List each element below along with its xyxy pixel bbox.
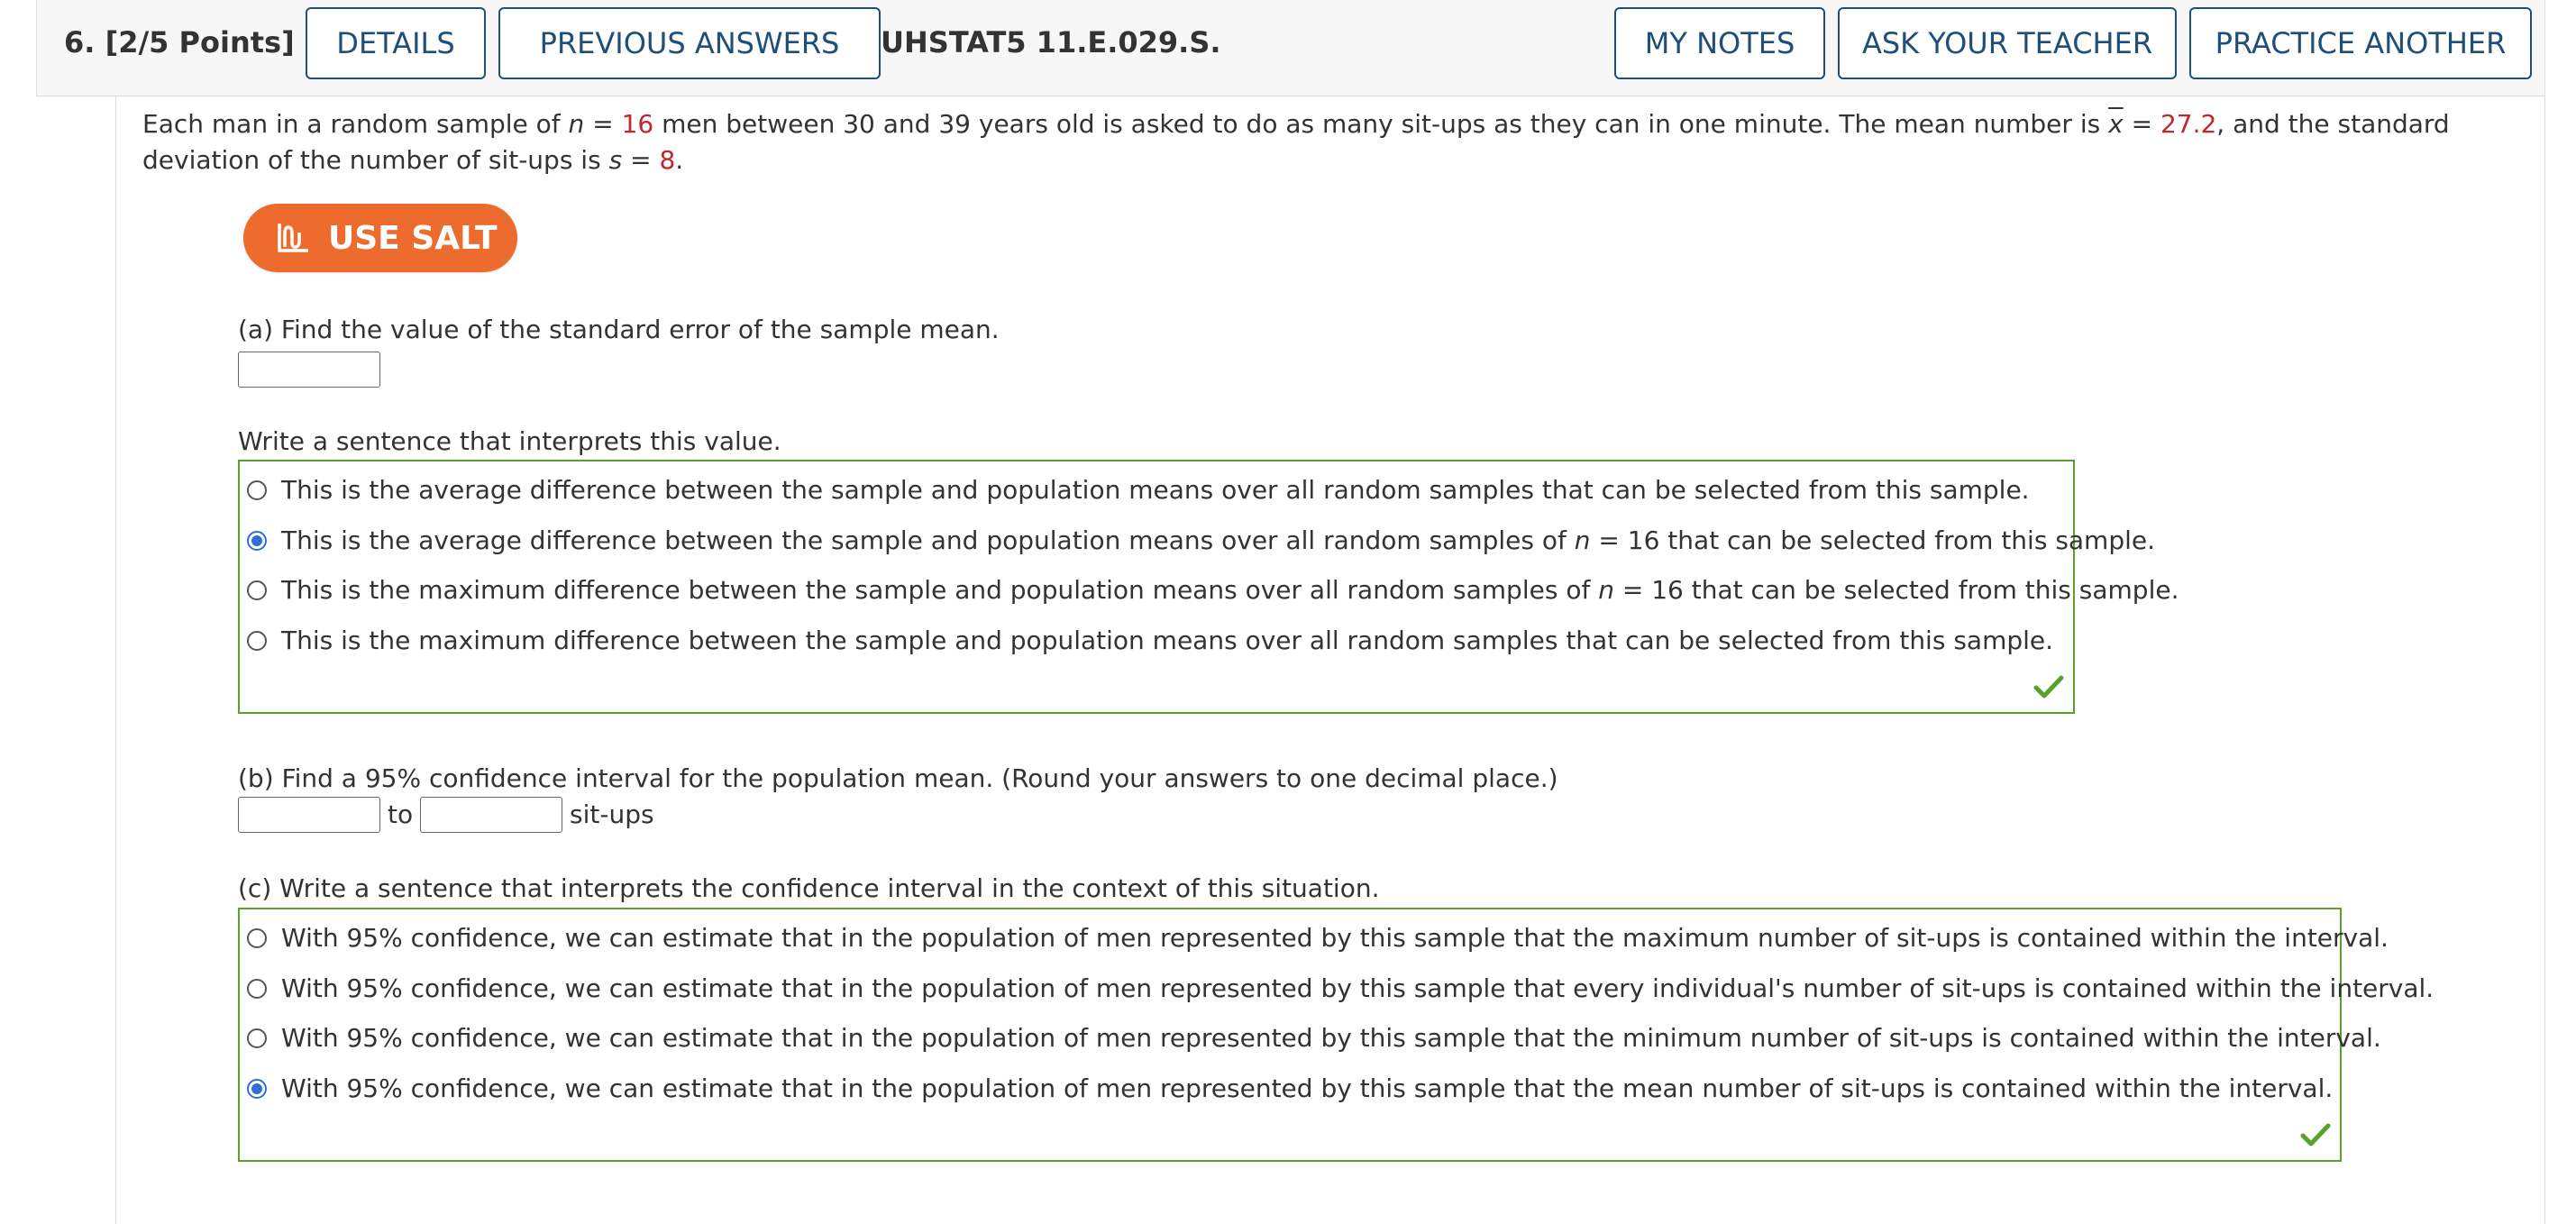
option-text: With 95% confidence, we can estimate that in the population of men represented by this sample that the mean number of sit-ups is contained within the interval. <box>281 1073 2334 1103</box>
problem-statement <box>142 106 2513 178</box>
question-number: 6. <box>64 25 96 59</box>
part-a-option-2[interactable] <box>247 525 2155 557</box>
sample-size-value: 16 <box>621 109 654 139</box>
question-header <box>36 0 2545 96</box>
equals-sign: = <box>584 109 622 139</box>
problem-text: . <box>675 145 684 175</box>
option-text: This is the maximum difference between the sample and population means over all random samples of n = 16 that can be selected from this sample. <box>281 575 2179 605</box>
std-dev-value: 8 <box>659 145 676 175</box>
radio-button-selected[interactable] <box>247 531 267 551</box>
interpret-prompt: Write a sentence that interprets this value. <box>238 426 781 456</box>
standard-error-input[interactable] <box>238 352 380 388</box>
question-points: [2/5 Points] <box>105 25 295 59</box>
use-salt-label: USE SALT <box>328 219 498 257</box>
practice-another-button[interactable]: PRACTICE ANOTHER <box>2189 7 2532 79</box>
radio-button[interactable] <box>247 979 267 999</box>
ask-your-teacher-button[interactable]: ASK YOUR TEACHER <box>1838 7 2177 79</box>
option-text: This is the average difference between the sample and population means over all random samples that can be selected from this sample. <box>281 475 2030 505</box>
n-variable: n <box>568 109 585 139</box>
part-a-option-1[interactable] <box>247 474 2030 507</box>
radio-button[interactable] <box>247 480 267 500</box>
ci-lower-input[interactable] <box>238 797 380 833</box>
question-title <box>64 25 295 59</box>
option-text: With 95% confidence, we can estimate that in the population of men represented by this sample that the maximum number of sit-ups is contained within the interval. <box>281 923 2389 953</box>
part-c-option-2[interactable] <box>247 973 2434 1005</box>
part-c-option-4[interactable] <box>247 1073 2333 1105</box>
to-label: to <box>388 799 414 829</box>
equals-sign: = <box>622 145 660 175</box>
part-c-option-1[interactable] <box>247 922 2389 955</box>
xbar-variable: $\overline{x}$ <box>2108 109 2124 139</box>
radio-button[interactable] <box>247 631 267 651</box>
part-a-choices <box>238 460 2179 714</box>
part-a-option-4[interactable] <box>247 625 2053 657</box>
radio-button-selected[interactable] <box>247 1079 267 1099</box>
option-text: With 95% confidence, we can estimate that in the population of men represented by this sample that the minimum number of sit-ups is contained within the interval. <box>281 1023 2381 1053</box>
previous-answers-button[interactable]: PREVIOUS ANSWERS <box>498 7 881 79</box>
use-salt-button[interactable] <box>243 204 517 272</box>
problem-text: men between 30 and 39 years old is asked to do as many sit-ups as they can in one minute. The mean number is <box>653 109 2109 139</box>
part-c-prompt: (c) Write a sentence that interprets the confidence interval in the context of this situation. <box>238 873 1380 903</box>
my-notes-button[interactable]: MY NOTES <box>1614 7 1825 79</box>
problem-text: , and the standard deviation of the number of sit-ups is <box>142 109 2450 175</box>
option-text: This is the maximum difference between the sample and population means over all random samples that can be selected from this sample. <box>281 626 2054 655</box>
s-variable: s <box>608 145 623 175</box>
radio-button[interactable] <box>247 580 267 600</box>
salt-chart-icon <box>276 220 312 256</box>
part-b-prompt: (b) Find a 95% confidence interval for the population mean. (Round your answers to one decimal place.) <box>238 763 1558 793</box>
correct-check-icon <box>2300 1122 2331 1147</box>
part-a-prompt: (a) Find the value of the standard error of the sample mean. <box>238 315 1000 344</box>
problem-text: Each man in a random sample of <box>142 109 569 139</box>
part-a-option-3[interactable] <box>247 574 2179 607</box>
correct-check-icon <box>2033 674 2064 699</box>
mean-value: 27.2 <box>2160 109 2217 139</box>
problem-code: UHSTAT5 11.E.029.S. <box>881 25 1221 59</box>
unit-label: sit-ups <box>570 799 654 829</box>
radio-button[interactable] <box>247 928 267 948</box>
part-c-option-3[interactable] <box>247 1022 2381 1055</box>
ci-upper-input[interactable] <box>420 797 562 833</box>
equals-sign: = <box>2123 109 2160 139</box>
details-button[interactable]: DETAILS <box>306 7 486 79</box>
radio-button[interactable] <box>247 1028 267 1048</box>
option-text: This is the average difference between the sample and population means over all random samples of n = 16 that can be selected from this sample. <box>281 525 2156 555</box>
part-c-choices <box>238 908 2434 1162</box>
option-text: With 95% confidence, we can estimate that in the population of men represented by this sample that every individual's number of sit-ups is contained within the interval. <box>281 973 2434 1003</box>
